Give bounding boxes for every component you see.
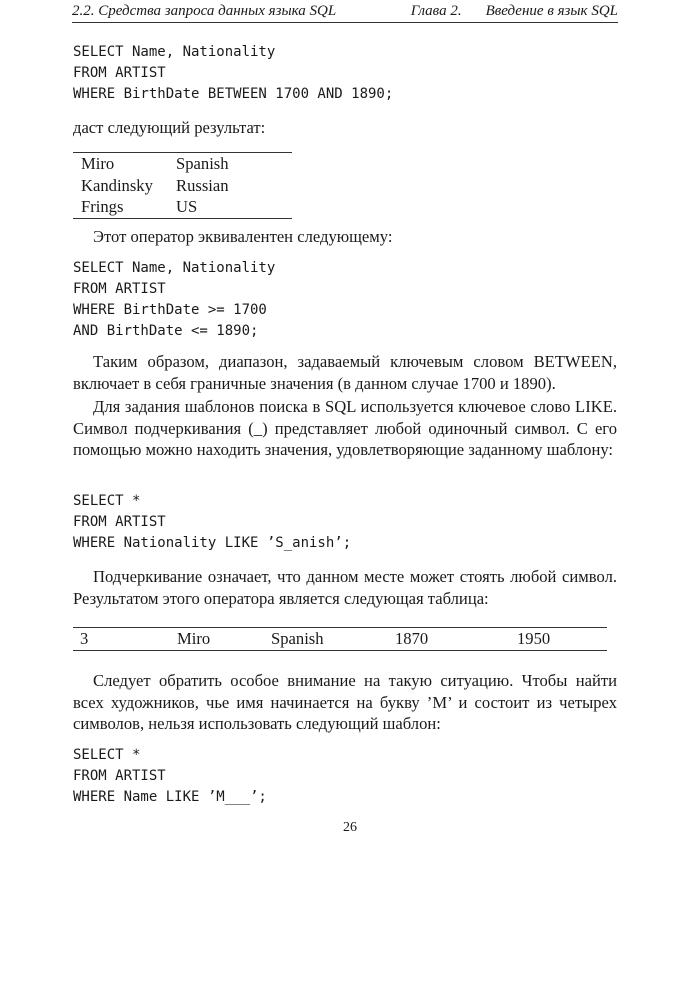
- running-header: [72, 2, 618, 20]
- result-table-2: [73, 627, 607, 651]
- header-chapter: Глава 2.: [410, 3, 462, 19]
- code-line: FROM ARTIST: [73, 281, 166, 297]
- code-line: WHERE Name LIKE ’M___’;: [73, 789, 267, 805]
- table-row: [73, 175, 292, 197]
- table-rule-bottom: [73, 650, 607, 651]
- header-chapter-group: [411, 2, 618, 20]
- page-number: 26: [343, 820, 357, 835]
- cell-name: Miro: [81, 154, 115, 173]
- cell-nationality: US: [176, 197, 198, 216]
- code-line: WHERE BirthDate BETWEEN 1700 AND 1890;: [73, 86, 394, 102]
- table-row: [73, 153, 292, 175]
- paragraph-result-intro: даст следующий результат:: [73, 118, 266, 137]
- code-line: AND BirthDate <= 1890;: [73, 323, 259, 339]
- paragraph-between-bounds: Таким образом, диапазон, задаваемый ключевым словом BETWEEN, включает в себя граничные значения (в данном случае 1700 и 1890).: [73, 352, 617, 393]
- cell-name: Kandinsky: [81, 175, 153, 195]
- header-section: 2.2. Средства запроса данных языка SQL: [72, 3, 337, 19]
- cell-nationality: Russian: [176, 175, 229, 195]
- code-line: SELECT Name, Nationality: [73, 44, 276, 60]
- code-block-between: [73, 42, 393, 105]
- code-block-comparison: [73, 258, 275, 342]
- paragraph-underscore-meaning: Подчеркивание означает, что данном месте может стоять любой символ. Результатом этого оператора является следующая таблица:: [73, 567, 617, 608]
- cell-nationality: Spanish: [271, 629, 324, 648]
- code-line: FROM ARTIST: [73, 514, 166, 530]
- code-line: SELECT *: [73, 493, 141, 509]
- code-block-like-nationality: [73, 491, 351, 554]
- cell-nationality: Spanish: [176, 154, 229, 173]
- cell-name: Miro: [177, 629, 211, 648]
- header-chapter-title: Введение в язык SQL: [485, 3, 618, 19]
- table-row: [73, 628, 607, 650]
- result-table-1: [73, 152, 292, 219]
- code-line: SELECT *: [73, 747, 141, 763]
- code-line: SELECT Name, Nationality: [73, 260, 276, 276]
- code-line: WHERE Nationality LIKE ’S_anish’;: [73, 535, 352, 551]
- paragraph-like: Для задания шаблонов поиска в SQL используется ключевое слово LIKE. Символ подчеркивания (_) представляет любой одиночный символ. С его помощью можно находить значения, удовлетворяющие заданному шаблону:: [73, 397, 617, 459]
- code-line: FROM ARTIST: [73, 768, 166, 784]
- cell-birth: 1870: [395, 629, 429, 648]
- table-row: [73, 196, 292, 218]
- paragraph-equivalent: Этот оператор эквивалентен следующему:: [93, 227, 393, 246]
- table-rule-bottom: [73, 218, 292, 219]
- code-line: WHERE BirthDate >= 1700: [73, 302, 267, 318]
- cell-name: Frings: [81, 197, 124, 216]
- header-rule: [72, 22, 618, 23]
- paragraph-special-case: Следует обратить особое внимание на такую ситуацию. Чтобы найти всех художников, чье имя начинается на букву ’M’ и состоит из четырех символов, нельзя использовать следующий шаблон:: [73, 671, 617, 733]
- cell-death: 1950: [517, 629, 551, 648]
- cell-id: 3: [80, 629, 89, 648]
- code-line: FROM ARTIST: [73, 65, 166, 81]
- code-block-like-name: [73, 745, 267, 808]
